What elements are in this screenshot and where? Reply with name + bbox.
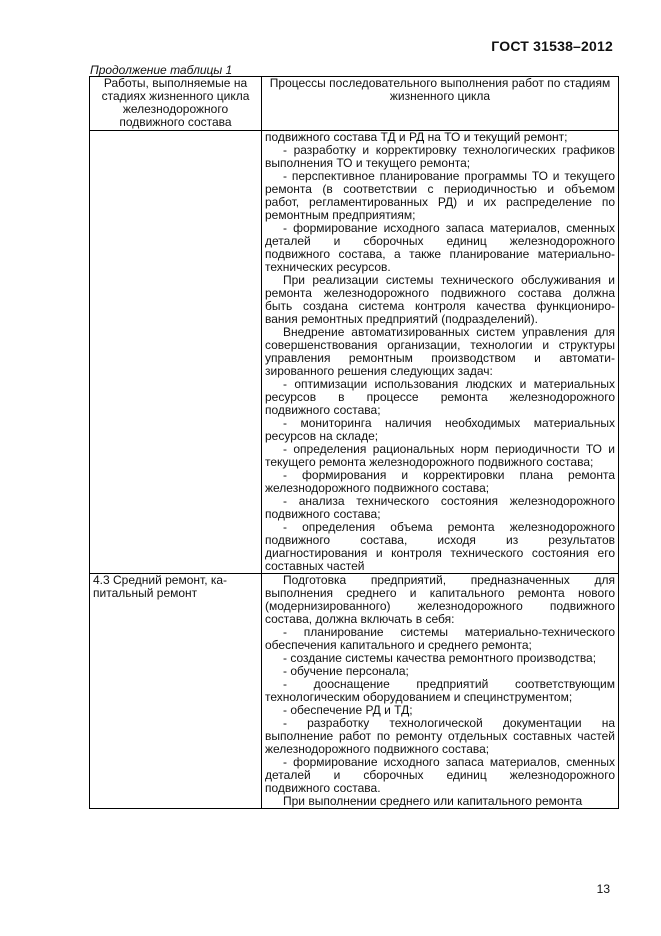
text-line: железнодорожного подвижного состава; — [265, 742, 490, 756]
text-line: выполнения ТО и текущего ремонта; — [265, 156, 471, 170]
text-line: текущего ремонта железнодорожного подвижного состава; — [265, 455, 594, 469]
table-header-row — [90, 77, 619, 131]
text-line: подвижного состава; — [265, 507, 381, 521]
column-header-works: Работы, выполняемые на стадиях жизненного цикла железнодорожного подвижного состава — [90, 77, 262, 131]
text-line: - формирование исходного запаса материалов, сменных — [283, 221, 615, 235]
text-line: состава, должна включать в себя: — [265, 612, 455, 626]
text-line: - формирование исходного запаса материалов, сменных — [283, 755, 615, 769]
text-line: - дооснащение предприятий соответствующим — [283, 677, 615, 691]
text-line: Подготовка предприятий, предназначенных для — [283, 573, 615, 587]
stages-table — [89, 76, 619, 809]
text-line: подвижного состава, а также планирование материально- — [265, 247, 615, 261]
text-line: деталей и сборочных единиц железнодорожного — [265, 768, 615, 782]
text-line: - определения рациональных норм периодичности ТО и — [283, 442, 615, 456]
text-line: (модернизированного) железнодорожного подвижного — [265, 599, 615, 613]
text-line: выполнение работ по ремонту отдельных составных частей — [265, 729, 615, 743]
document-code: ГОСТ 31538–2012 — [491, 38, 613, 54]
row2-process-cell — [262, 574, 619, 809]
text-line: подвижного состава, исходя из результатов — [265, 533, 615, 547]
row1-process-cell — [262, 131, 619, 574]
text-line: - разработку технологической документации на — [283, 716, 615, 730]
column-header-processes: Процессы последовательного выполнения работ по стадиям жизненного цикла — [262, 77, 619, 131]
row1-stage-cell — [90, 131, 262, 574]
text-line: технологическим оборудованием и специнструментом; — [265, 690, 573, 704]
text-line: При реализации системы технического обслуживания и — [283, 273, 615, 287]
text-line: - разработку и корректировку технологических графиков — [283, 143, 615, 157]
page-number: 13 — [596, 882, 610, 896]
text-line: ремонтным предприятиям; — [265, 208, 416, 222]
text-line: работ, регламентированных РД) и их распределение по — [265, 195, 615, 209]
table-continuation-caption: Продолжение таблицы 1 — [90, 63, 233, 77]
text-line: Внедрение автоматизированных систем управления для — [283, 325, 615, 339]
stage-label-line: 4.3 Средний ремонт, ка- — [93, 573, 228, 587]
text-line: зированного решения следующих задач: — [265, 364, 493, 378]
text-line: быть создана система контроля качества функциониро- — [265, 299, 615, 313]
text-line: составных частей — [265, 559, 365, 573]
table-row — [90, 131, 619, 574]
text-line: ремонта (в соответствии с периодичностью и объемом — [265, 182, 615, 196]
text-line: подвижного состава ТД и РД на ТО и текущий ремонт; — [265, 130, 568, 144]
text-line: выполнения среднего и капитального ремонта нового — [265, 586, 615, 600]
text-line: обеспечения капитального и среднего ремонта; — [265, 638, 532, 652]
text-line: - оптимизации использования людских и материальных — [283, 377, 615, 391]
text-line: вания ремонтных предприятий (подразделений). — [265, 312, 538, 326]
text-line: - обеспечение РД и ТД; — [283, 703, 413, 717]
text-line: железнодорожного подвижного состава; — [265, 481, 490, 495]
row2-stage-cell — [90, 574, 262, 809]
text-line: - планирование системы материально-технического — [283, 625, 615, 639]
text-line: ресурсов в процессе ремонта железнодорожного — [265, 390, 615, 404]
text-line: - обучение персонала; — [283, 664, 409, 678]
text-line: ресурсов на складе; — [265, 429, 379, 443]
text-line: подвижного состава. — [265, 781, 381, 795]
text-line: При выполнении среднего или капитального ремонта — [283, 794, 583, 808]
text-line: - анализа технического состояния железнодорожного — [283, 494, 615, 508]
text-line: - формирования и корректировки плана ремонта — [283, 468, 615, 482]
text-line: технических ресурсов. — [265, 260, 391, 274]
text-line: ремонта железнодорожного подвижного состава должна — [265, 286, 615, 300]
text-line: совершенствования организации, технологии и структуры — [265, 338, 615, 352]
text-line: диагностирования и контроля технического состояния его — [265, 546, 615, 560]
text-line: - мониторинга наличия необходимых материальных — [283, 416, 615, 430]
text-line: деталей и сборочных единиц железнодорожного — [265, 234, 615, 248]
text-line: - создание системы качества ремонтного производства; — [283, 651, 597, 665]
text-line: - определения объема ремонта железнодорожного — [283, 520, 615, 534]
text-line: - перспективное планирование программы ТО и текущего — [283, 169, 615, 183]
text-line: подвижного состава; — [265, 403, 381, 417]
text-line: управления ремонтным производством и автомати- — [265, 351, 615, 365]
table-row — [90, 574, 619, 809]
stage-label-line: питальный ремонт — [93, 586, 198, 600]
